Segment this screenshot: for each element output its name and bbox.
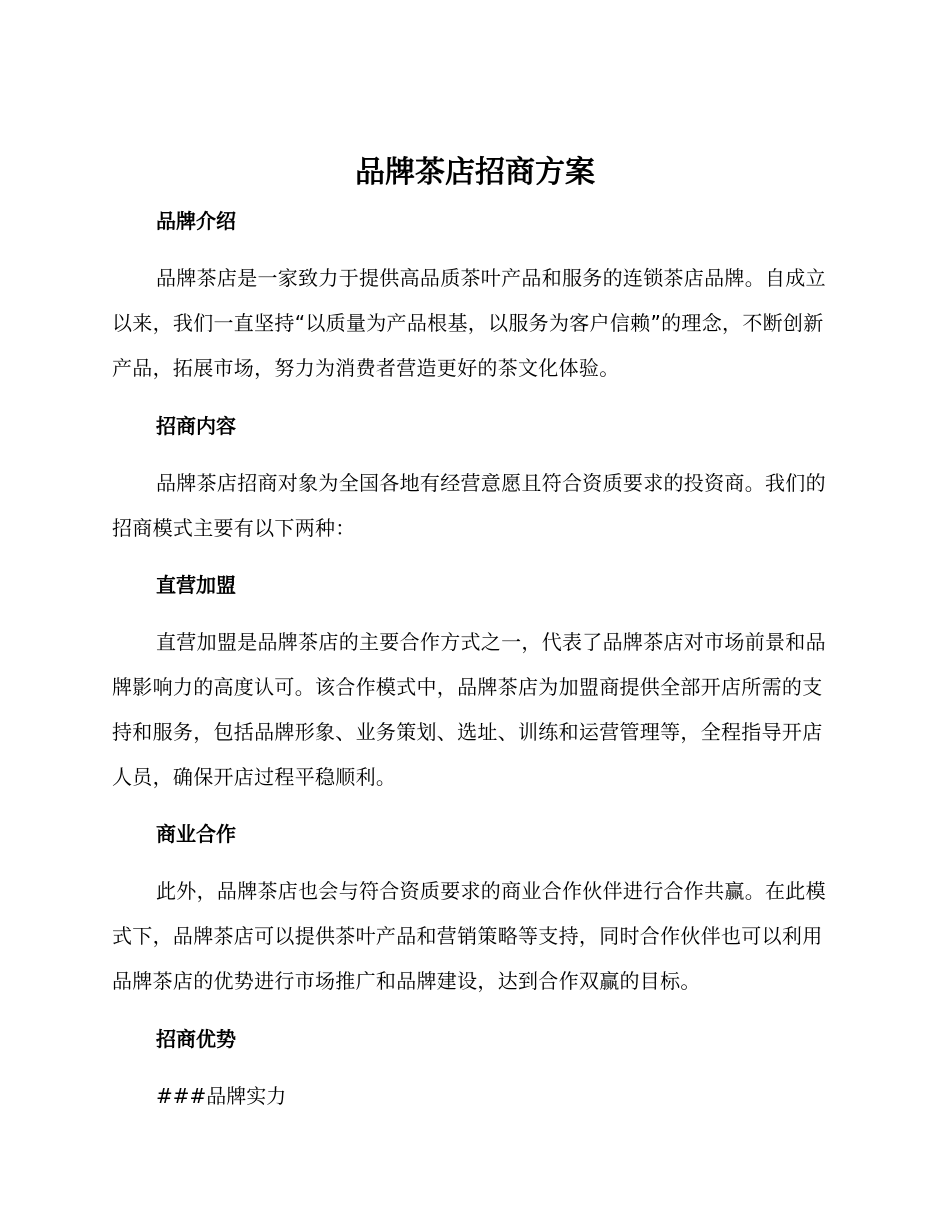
section-heading-brand-intro: 品牌介绍 — [156, 209, 236, 233]
paragraph-brand-intro: 品牌茶店是一家致力于提供高品质茶叶产品和服务的连锁茶店品牌。自成立以来，我们一直坚持“以质量为产品根基，以服务为客户信赖”的理念，不断创新产品，拓展市场，努力为消费者营造更好的茶文化体验。 — [112, 266, 826, 380]
subheading-brand-strength: ###品牌实力 — [156, 1084, 287, 1108]
paragraph-recruitment-content: 品牌茶店招商对象为全国各地有经营意愿且符合资质要求的投资商。我们的招商模式主要有以下两种： — [112, 471, 826, 540]
document-title: 品牌茶店招商方案 — [355, 155, 595, 190]
section-heading-business-cooperation: 商业合作 — [156, 822, 236, 846]
section-heading-recruitment-content: 招商内容 — [156, 414, 236, 438]
paragraph-direct-franchise: 直营加盟是品牌茶店的主要合作方式之一，代表了品牌茶店对市场前景和品牌影响力的高度认可。该合作模式中，品牌茶店为加盟商提供全部开店所需的支持和服务，包括品牌形象、业务策划、选址、训练和运营管理等，全程指导开店人员，确保开店过程平稳顺利。 — [112, 630, 826, 789]
paragraph-business-cooperation: 此外，品牌茶店也会与符合资质要求的商业合作伙伴进行合作共赢。在此模式下，品牌茶店可以提供茶叶产品和营销策略等支持，同时合作伙伴也可以利用品牌茶店的优势进行市场推广和品牌建设，达到合作双赢的目标。 — [112, 879, 826, 993]
section-heading-recruitment-advantages: 招商优势 — [156, 1027, 236, 1051]
section-heading-direct-franchise: 直营加盟 — [156, 573, 236, 597]
